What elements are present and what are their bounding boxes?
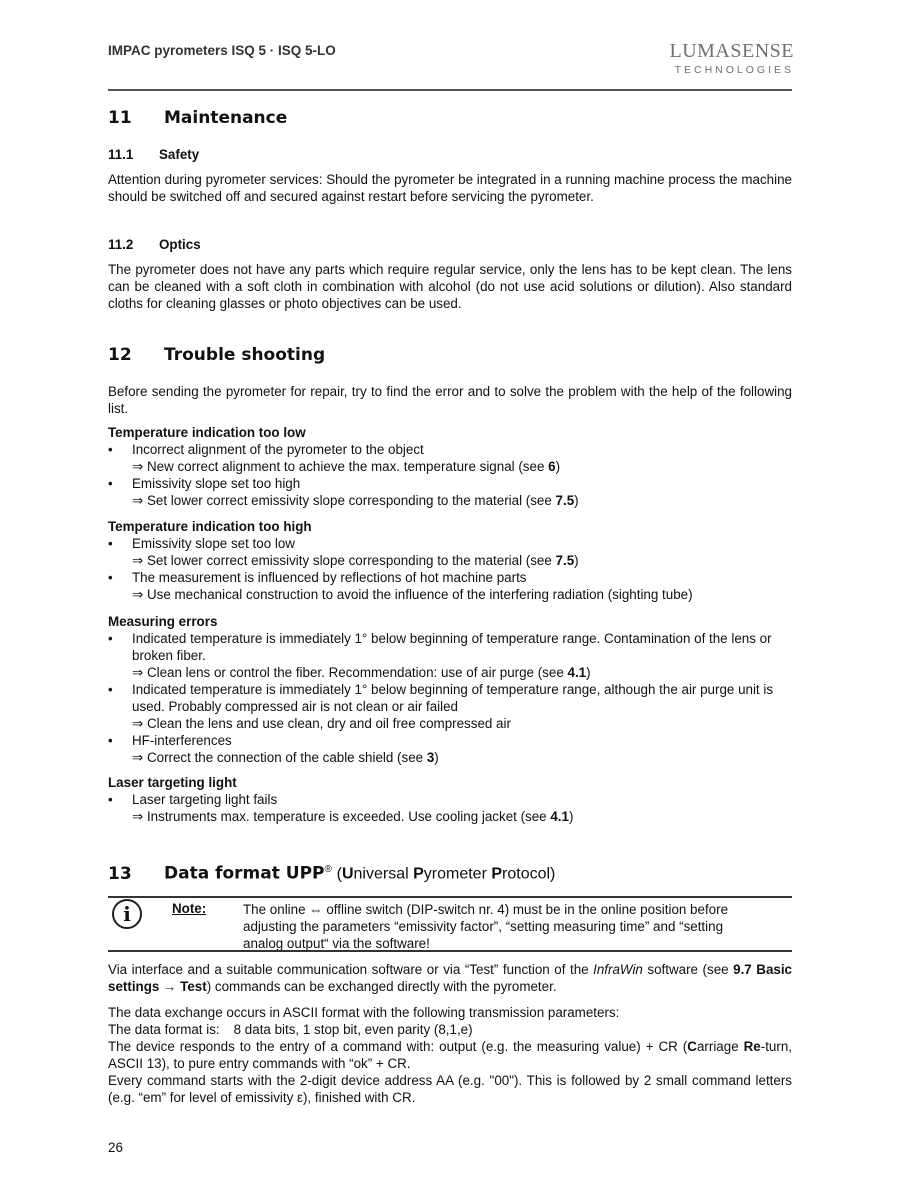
list-item: • Incorrect alignment of the pyrometer to the object xyxy=(108,442,424,457)
section-title: Maintenance xyxy=(164,108,288,128)
command-line: Every command starts with the 2-digit device address AA (e.g. "00"). This is followed by 2 small command letters (e.g. “em” for level of emissivity ε), finished with CR. xyxy=(108,1073,792,1105)
bullet-icon: • xyxy=(108,536,113,551)
subsection-title: Optics xyxy=(159,237,201,252)
section-12-heading xyxy=(108,347,792,364)
section-number: 13 xyxy=(108,863,132,884)
note-text: The online ⇔ offline switch (DIP-switch nr. 4) must be in the online position before adjusting the parameters “emissivity factor”, “setting measuring time” and “setting analog output“ via the software! xyxy=(243,902,729,951)
group-title: Temperature indication too high xyxy=(108,519,312,534)
remedy-line: ⇒ New correct alignment to achieve the max. temperature signal (see 6) xyxy=(132,459,561,474)
section-number: 12 xyxy=(108,345,132,365)
data-format-line: The data format is: 8 data bits, 1 stop bit, even parity (8,1,e) xyxy=(108,1022,473,1037)
page-number: 26 xyxy=(108,1140,123,1155)
section-11-heading xyxy=(108,110,792,127)
remedy-line: ⇒ Correct the connection of the cable shield (see 3) xyxy=(132,750,439,765)
cross-reference: 7.5 xyxy=(555,493,575,508)
logo-wordmark: LUMASENSE xyxy=(669,40,794,62)
list-item: • Emissivity slope set too low xyxy=(108,536,295,551)
section-title: Data format UPP xyxy=(164,863,325,884)
remedy-line: ⇒ Use mechanical construction to avoid the influence of the interfering radiation (sighting tube) xyxy=(132,587,693,602)
software-name: InfraWin xyxy=(593,962,643,977)
cross-reference: 6 xyxy=(548,459,556,474)
lumasense-logo xyxy=(669,40,794,76)
bullet-icon: • xyxy=(108,733,113,748)
interface-paragraph: Via interface and a suitable communication software or via “Test” function of the InfraWin software (see 9.7 Basic settings → Test) commands can be exchanged directly with the pyrometer. xyxy=(108,962,792,994)
group-title: Measuring errors xyxy=(108,614,218,629)
registered-mark: ® xyxy=(324,864,332,875)
group-measuring-errors xyxy=(108,613,792,766)
bullet-icon: • xyxy=(108,631,113,646)
list-item: • HF-interferences xyxy=(108,733,232,748)
info-icon: i xyxy=(112,899,142,929)
group-temperature-too-low xyxy=(108,424,792,509)
list-item: • Emissivity slope set too high xyxy=(108,476,301,491)
remedy-line: ⇒ Clean lens or control the fiber. Recommendation: use of air purge (see 4.1) xyxy=(132,665,591,680)
section-11-1-heading xyxy=(108,146,792,163)
safety-paragraph: Attention during pyrometer services: Should the pyrometer be integrated in a running machine process the machine should be switched off and secured against restart before servicing the pyrometer. xyxy=(108,172,792,204)
note-label: Note: xyxy=(172,901,207,916)
group-title: Laser targeting light xyxy=(108,775,237,790)
troubleshooting-intro: Before sending the pyrometer for repair, try to find the error and to solve the problem with the help of the following list. xyxy=(108,384,792,416)
list-item: • Indicated temperature is immediately 1° below beginning of temperature range. Contamination of the lens or broken fiber. xyxy=(108,631,772,663)
section-subtitle: (Universal Pyrometer Protocol) xyxy=(336,865,556,883)
remedy-line: ⇒ Set lower correct emissivity slope corresponding to the material (see 7.5) xyxy=(132,493,579,508)
logo-subtitle: TECHNOLOGIES xyxy=(674,64,794,76)
document-header-title: IMPAC pyrometers ISQ 5 · ISQ 5-LO xyxy=(108,43,336,58)
bullet-icon: • xyxy=(108,792,113,807)
subsection-number: 11.2 xyxy=(108,237,134,252)
text-line: The data exchange occurs in ASCII format with the following transmission parameters: xyxy=(108,1005,620,1020)
remedy-line: ⇒ Set lower correct emissivity slope corresponding to the material (see 7.5) xyxy=(132,553,579,568)
group-laser-targeting-light xyxy=(108,774,792,825)
note-top-rule xyxy=(108,896,792,898)
bullet-icon: • xyxy=(108,442,113,457)
response-line: The device responds to the entry of a command with: output (e.g. the measuring value) + CR (Carriage Re-turn, ASCII 13), to pure entry commands with “ok” + CR. xyxy=(108,1039,793,1071)
cross-reference: 4.1 xyxy=(567,665,587,680)
list-item: • Indicated temperature is immediately 1° below beginning of temperature range, although the air purge unit is used. Probably compressed air is not clean or air failed xyxy=(108,682,774,714)
header-rule xyxy=(108,89,792,91)
section-13-heading xyxy=(108,860,792,885)
cross-reference: 4.1 xyxy=(550,809,569,824)
bullet-icon: • xyxy=(108,570,113,585)
data-exchange-paragraph xyxy=(108,1004,792,1106)
cross-reference: 9.7 Basic settings → Test xyxy=(108,962,792,994)
note-bottom-rule xyxy=(108,950,792,952)
optics-paragraph: The pyrometer does not have any parts which require regular service, only the lens has to be kept clean. The lens can be cleaned with a soft cloth in combination with alcohol (do not use acid solutions or dilution). Also standard cloths for cleaning glasses or photo objectives can be used. xyxy=(108,262,792,311)
section-11-2-heading xyxy=(108,236,792,253)
group-temperature-too-high xyxy=(108,518,792,603)
section-number: 11 xyxy=(108,108,132,128)
subsection-title: Safety xyxy=(159,147,200,162)
bullet-icon: • xyxy=(108,682,113,697)
section-title: Trouble shooting xyxy=(164,345,326,365)
list-item: • The measurement is influenced by reflections of hot machine parts xyxy=(108,570,527,585)
group-title: Temperature indication too low xyxy=(108,425,306,440)
remedy-line: ⇒ Instruments max. temperature is exceeded. Use cooling jacket (see 4.1) xyxy=(132,809,574,824)
cross-reference: 3 xyxy=(426,750,435,765)
bullet-icon: • xyxy=(108,476,113,491)
list-item: • Laser targeting light fails xyxy=(108,792,278,807)
cross-reference: 7.5 xyxy=(555,553,575,568)
remedy-line: ⇒ Clean the lens and use clean, dry and oil free compressed air xyxy=(132,716,511,731)
subsection-number: 11.1 xyxy=(108,147,134,162)
